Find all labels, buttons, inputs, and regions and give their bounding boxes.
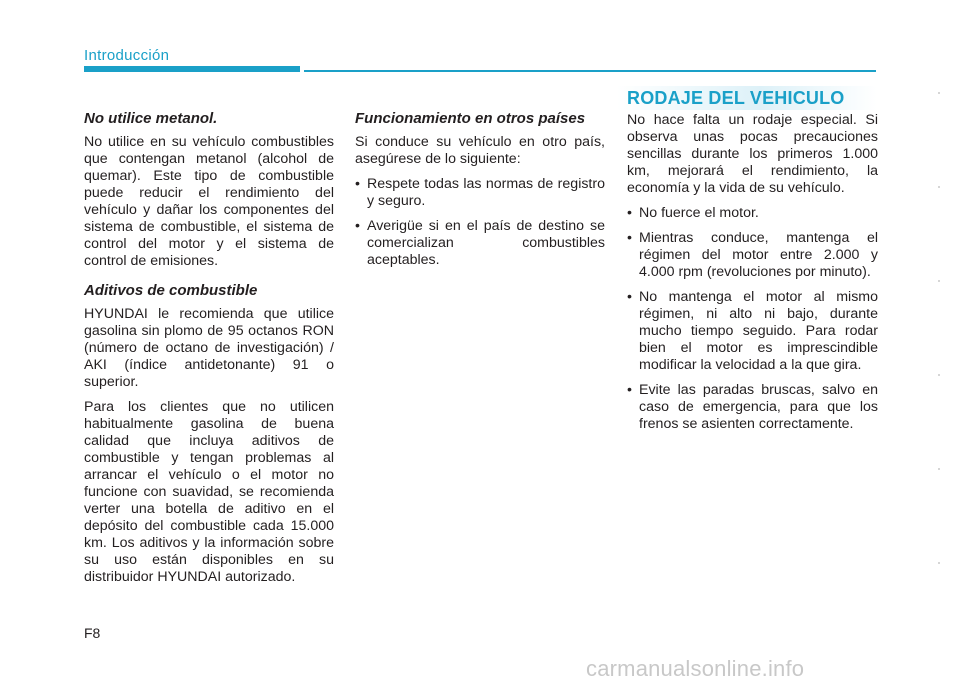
column-middle xyxy=(355,110,605,277)
header-rule-thick xyxy=(84,66,300,72)
list-item: • No mantenga el motor al mismo régimen, ni alto ni bajo, durante mucho tiempo seguido. Para rodar bien el motor es imprescindible modificar la velocidad a la que gira. xyxy=(627,289,878,374)
edge-mark xyxy=(938,562,940,564)
list-item: • Mientras conduce, mantenga el régimen del motor entre 2.000 y 4.000 rpm (revoluciones por minuto). xyxy=(627,230,878,281)
edge-mark xyxy=(938,92,940,94)
bullet-list-rodaje xyxy=(627,205,878,433)
paragraph-rodaje-intro: No hace falta un rodaje especial. Si observa unas pocas precauciones sencillas durante los primeros 1.000 km, mejorará el rendimiento, la economía y la vida de su vehículo. xyxy=(627,112,878,196)
page-number: F8 xyxy=(84,625,101,641)
paragraph-aditivos: Para los clientes que no utilicen habitualmente gasolina de buena calidad que incluya aditivos de combustible y tengan problemas al arrancar el vehículo o el motor no funcione con suavidad, se recomienda verter una botella de aditivo en el depósito del combustible cada 15.000 km. Los aditivos y la información sobre su uso están disponibles en su distribuidor HYUNDAI autorizado. xyxy=(84,399,334,585)
edge-mark xyxy=(938,280,940,282)
paragraph-octanos: HYUNDAI le recomienda que utilice gasolina sin plomo de 95 octanos RON (número de octano de investigación) / AKI (índice antidetonante) 91 o superior. xyxy=(84,306,334,390)
heading-no-metanol: No utilice metanol. xyxy=(84,110,218,127)
paragraph-otros-paises-intro: Si conduce su vehículo en otro país, asegúrese de lo siguiente: xyxy=(355,134,605,167)
section-header-title: Introducción xyxy=(84,47,170,64)
list-item: • Averigüe si en el país de destino se comercializan combustibles aceptables. xyxy=(355,218,605,269)
list-item: • Respete todas las normas de registro y seguro. xyxy=(355,176,605,210)
heading-otros-paises: Funcionamiento en otros países xyxy=(355,110,586,127)
edge-mark xyxy=(938,374,940,376)
bullet-list-otros-paises xyxy=(355,176,605,269)
column-right xyxy=(627,112,878,441)
paragraph-metanol: No utilice en su vehículo combustibles que contengan metanol (alcohol de quemar). Este tipo de combustible puede reducir el rendimiento del vehículo y dañar los componentes del sistema de combustible, el sistema de control del motor y el sistema de control de emisiones. xyxy=(84,134,334,269)
list-item: • Evite las paradas bruscas, salvo en caso de emergencia, para que los frenos se asienten correctamente. xyxy=(627,382,878,433)
header-rule-thin xyxy=(304,70,876,72)
edge-mark xyxy=(938,186,940,188)
column-left xyxy=(84,110,334,594)
edge-mark xyxy=(938,468,940,470)
section-title: RODAJE DEL VEHICULO xyxy=(627,88,845,108)
list-item: • No fuerce el motor. xyxy=(627,205,878,222)
heading-aditivos: Aditivos de combustible xyxy=(84,282,258,299)
watermark: carmanualsonline.info xyxy=(586,656,805,681)
